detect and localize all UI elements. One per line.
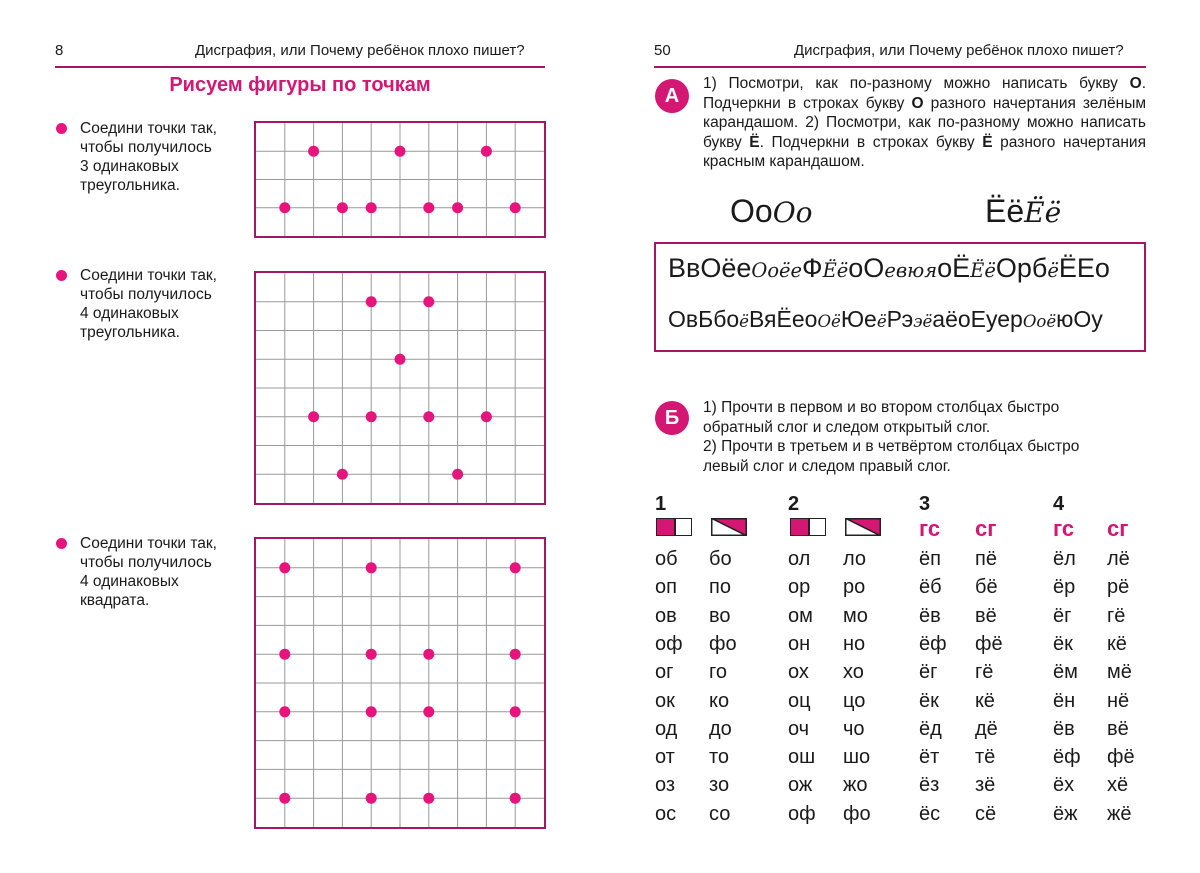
grid-dot[interactable]	[452, 469, 463, 480]
grid-dot[interactable]	[423, 202, 434, 213]
syllable: со	[709, 802, 731, 825]
grid-dot[interactable]	[308, 411, 319, 422]
task-2-text: Соедини точки так, чтобы получилось 4 одинаковых треугольника.	[80, 267, 217, 341]
task-1-text: Соедини точки так, чтобы получилось 3 одинаковых треугольника.	[80, 120, 217, 194]
grid-dot[interactable]	[279, 706, 290, 717]
syllable: жё	[1107, 802, 1132, 825]
grid-dot[interactable]	[366, 202, 377, 213]
syllable: сё	[975, 802, 997, 825]
syllable: бё	[975, 576, 998, 599]
section-b-badge: Б	[655, 401, 689, 435]
syllable: ёф	[1053, 746, 1081, 769]
syllable: зё	[975, 774, 996, 797]
syllable: ёк	[1053, 632, 1073, 655]
column-2-number: 2	[788, 493, 800, 515]
sample-letter-o: ОоОо	[730, 193, 813, 229]
section-a-instructions: 1) Посмотри, как по-разному можно написать букву О. Подчеркни в строках букву О разного начертания зелёным карандашом. 2) Посмотри, как по-разному можно написать букву Ё. Подчеркни в строках букву Ё разного начертания красным карандашом.	[703, 75, 1146, 170]
grid-dot[interactable]	[308, 146, 319, 157]
column-4-number: 4	[1053, 493, 1065, 515]
syllable: оч	[788, 717, 810, 740]
letter-row-1	[668, 253, 1110, 284]
syllable: чо	[843, 717, 865, 740]
syllable: оф	[788, 802, 816, 825]
grid-dot[interactable]	[423, 649, 434, 660]
grid-dot[interactable]	[452, 202, 463, 213]
grid-dot[interactable]	[395, 146, 406, 157]
syllable: хо	[843, 661, 864, 684]
syllable: ок	[655, 689, 675, 712]
syllable: ло	[843, 548, 867, 570]
syllable: хё	[1107, 774, 1129, 797]
syllable: гё	[1107, 604, 1126, 627]
syllable: ён	[1053, 689, 1076, 712]
script-letters: ё	[1047, 259, 1059, 282]
letter-row-2	[668, 306, 1103, 333]
grid-dot[interactable]	[366, 649, 377, 660]
right-header-rule	[654, 66, 1146, 68]
script-letters: Ооёе	[751, 259, 803, 282]
script-letters: ё	[876, 312, 887, 331]
column-3-header-sg: сг	[975, 516, 997, 541]
print-letters: ВвОёе	[668, 253, 752, 283]
script-letters: Ёё	[822, 259, 849, 282]
grid-dot[interactable]	[510, 202, 521, 213]
syllable: рё	[1107, 576, 1130, 599]
syllable: ёп	[919, 548, 941, 570]
right-running-title: Дисграфия, или Почему ребёнок плохо пишет?	[794, 42, 1124, 59]
left-page-heading: Рисуем фигуры по точкам	[169, 74, 431, 96]
grid-dot[interactable]	[423, 296, 434, 307]
syllable: нё	[1107, 689, 1130, 712]
print-letters: оЁ	[937, 253, 971, 283]
script-letters: Ёё	[970, 259, 996, 282]
syllable: ол	[788, 548, 811, 570]
script-letters: эё	[913, 312, 933, 331]
column-3-number: 3	[919, 493, 931, 515]
syllable: ог	[655, 661, 674, 684]
grid-dot[interactable]	[510, 793, 521, 804]
grid-dot[interactable]	[423, 793, 434, 804]
left-header-rule	[55, 66, 545, 68]
grid-dot[interactable]	[481, 146, 492, 157]
print-letters: оО	[848, 253, 885, 283]
syllable: оп	[655, 576, 677, 599]
syllable: гё	[975, 661, 994, 684]
grid-dot[interactable]	[481, 411, 492, 422]
grid-dot[interactable]	[337, 202, 348, 213]
grid-dot[interactable]	[337, 469, 348, 480]
dot-grid-3[interactable]	[254, 537, 546, 829]
syllable: ёс	[919, 802, 941, 825]
syllable: ёв	[919, 604, 941, 627]
syllable: ёж	[1053, 802, 1078, 825]
syllable: фё	[1107, 746, 1135, 769]
task-3-text: Соедини точки так, чтобы получилось 4 одинаковых квадрата.	[80, 535, 217, 609]
print-letters: ОвБбо	[668, 306, 740, 332]
syllable: по	[709, 576, 731, 599]
column-1-number: 1	[655, 493, 667, 515]
closed-syllable-scheme-icon	[790, 518, 826, 536]
section-b-instructions: 1) Прочти в первом и во втором столбцах быстро обратный слог и следом открытый слог. 2) Прочти в третьем и в четвёртом столбцах быстро левый слог и следом правый слог.	[703, 399, 1080, 475]
grid-dot[interactable]	[366, 706, 377, 717]
syllable: ёл	[1053, 548, 1076, 570]
print-letters: Орб	[995, 253, 1048, 283]
print-letters: ВяЁео	[748, 306, 818, 332]
open-syllable-scheme-icon	[845, 518, 881, 536]
syllable: кё	[1107, 632, 1127, 655]
syllable: тё	[975, 746, 996, 769]
syllable: ёт	[919, 746, 940, 769]
syllable: об	[655, 548, 678, 570]
syllable: во	[709, 604, 731, 627]
left-running-title: Дисграфия, или Почему ребёнок плохо пишет?	[195, 42, 525, 59]
dot-grid-2[interactable]	[254, 271, 546, 505]
syllable: ёк	[919, 689, 939, 712]
syllable: фо	[843, 802, 871, 825]
closed-syllable-scheme-icon	[656, 518, 692, 536]
syllable: то	[709, 746, 730, 769]
grid-dot[interactable]	[366, 411, 377, 422]
syllable: ож	[788, 774, 813, 797]
syllable: ёб	[919, 576, 942, 599]
print-letters: Рэ	[886, 306, 914, 332]
syllable: ёд	[919, 717, 942, 740]
print-letters: Ф	[802, 253, 823, 283]
print-letters: Юе	[840, 306, 877, 332]
script-letters: Ооё	[1022, 312, 1057, 331]
syllable: но	[843, 632, 866, 655]
grid-dot[interactable]	[510, 706, 521, 717]
grid-dot[interactable]	[366, 296, 377, 307]
grid-dot[interactable]	[279, 649, 290, 660]
left-page-number: 8	[55, 42, 64, 59]
syllable: до	[709, 717, 732, 740]
script-letters: Оё	[817, 312, 841, 331]
open-syllable-scheme-icon	[711, 518, 747, 536]
syllable: ом	[788, 604, 813, 627]
syllable: мё	[1107, 661, 1132, 684]
grid-dot[interactable]	[366, 562, 377, 573]
syllable: вё	[1107, 717, 1129, 740]
syllable: ёг	[1053, 604, 1072, 627]
script-letters: ё	[739, 312, 749, 331]
grid-dot[interactable]	[395, 354, 406, 365]
syllable: цо	[843, 689, 866, 712]
syllable: ро	[843, 576, 866, 599]
grid-dot[interactable]	[279, 562, 290, 573]
syllable: го	[709, 661, 727, 684]
syllable: ёг	[919, 661, 938, 684]
syllable: оз	[655, 774, 676, 797]
syllable: жо	[843, 774, 868, 797]
print-letters: аёоЕуер	[932, 306, 1023, 332]
grid-dot[interactable]	[510, 562, 521, 573]
bullet-icon	[56, 270, 67, 281]
grid-dot[interactable]	[279, 793, 290, 804]
syllable: лё	[1107, 548, 1130, 570]
syllable: фо	[709, 632, 737, 655]
syllable: мо	[843, 604, 868, 627]
syllable: он	[788, 632, 811, 655]
right-page-number: 50	[654, 42, 671, 59]
syllable: кё	[975, 689, 995, 712]
grid-dot[interactable]	[423, 706, 434, 717]
syllable: ох	[788, 661, 809, 684]
script-letters: евюя	[884, 259, 938, 282]
syllable: од	[655, 717, 678, 740]
section-a-badge: А	[655, 79, 689, 113]
syllable: ёв	[1053, 717, 1075, 740]
sample-letter-yo: ЁёЁё	[985, 193, 1062, 229]
syllable: ов	[655, 604, 677, 627]
syllable: оц	[788, 689, 811, 712]
syllable: вё	[975, 604, 997, 627]
bullet-icon	[56, 123, 67, 134]
column-4-header-gs: гс	[1053, 516, 1075, 541]
print-letters: ЁЕо	[1058, 253, 1110, 283]
bullet-icon	[56, 538, 67, 549]
syllable: пё	[975, 548, 997, 570]
syllable: дё	[975, 717, 998, 740]
syllable: ёз	[919, 774, 940, 797]
grid-dot[interactable]	[366, 793, 377, 804]
syllable: шо	[843, 746, 871, 769]
syllable: ош	[788, 746, 816, 769]
grid-dot[interactable]	[279, 202, 290, 213]
syllable: ёр	[1053, 576, 1076, 599]
syllable: зо	[709, 774, 730, 797]
syllable: ёх	[1053, 774, 1075, 797]
syllable: ос	[655, 802, 677, 825]
syllable: бо	[709, 548, 732, 570]
grid-dot[interactable]	[423, 411, 434, 422]
syllable: ор	[788, 576, 811, 599]
dot-grid-1[interactable]	[254, 121, 546, 238]
syllable: ко	[709, 689, 730, 712]
syllable: ём	[1053, 661, 1078, 684]
column-3-header-gs: гс	[919, 516, 941, 541]
syllable: ёф	[919, 632, 947, 655]
column-4-header-sg: сг	[1107, 516, 1129, 541]
syllable: фё	[975, 632, 1003, 655]
print-letters: юОу	[1056, 306, 1103, 332]
syllable: оф	[655, 632, 683, 655]
syllable: от	[655, 746, 675, 769]
grid-dot[interactable]	[510, 649, 521, 660]
